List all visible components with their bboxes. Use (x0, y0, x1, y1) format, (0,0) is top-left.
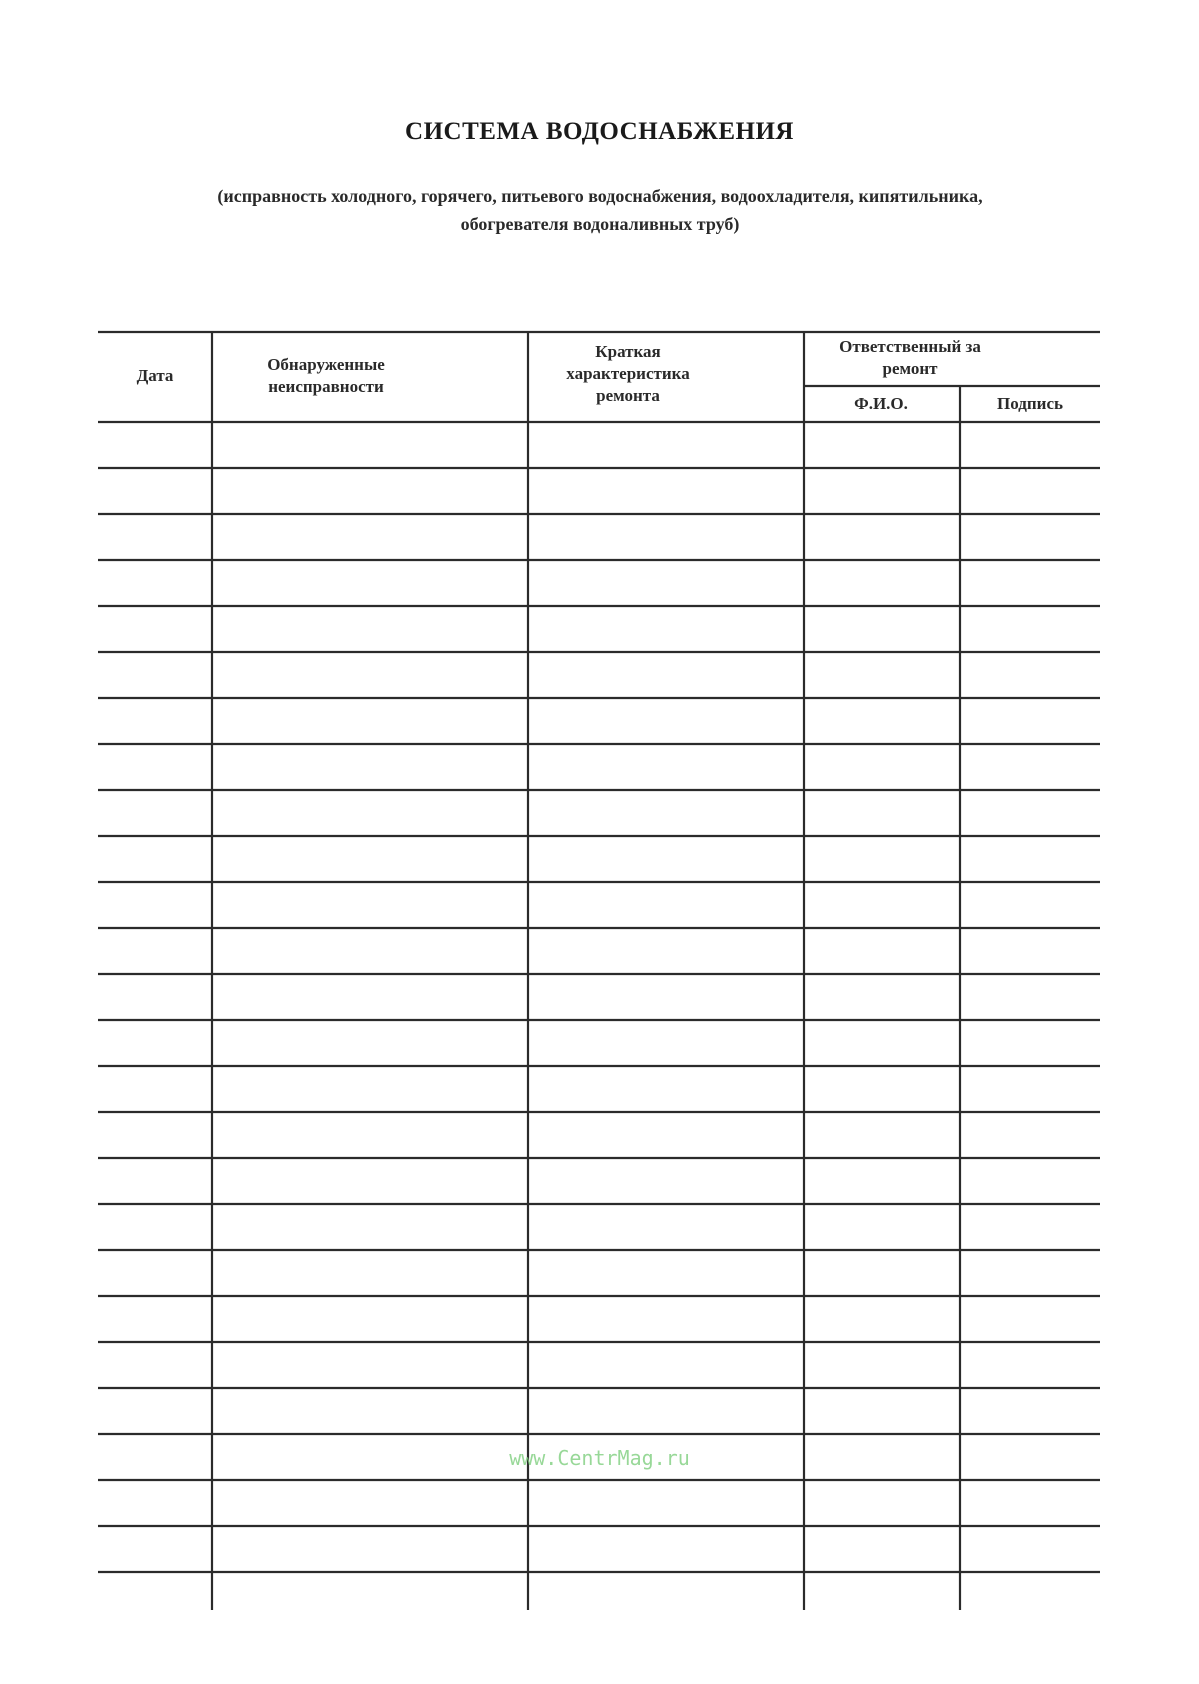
table-body (98, 422, 1100, 1572)
table-row (98, 928, 1100, 974)
subtitle-line-2: обогревателя водоналивных труб) (460, 214, 740, 234)
table-row (98, 1480, 1100, 1526)
table-row (98, 1066, 1100, 1112)
table-row (98, 560, 1100, 606)
page-title: СИСТЕМА ВОДОСНАБЖЕНИЯ (405, 118, 794, 145)
header-repair: Краткая характеристика ремонта (566, 342, 690, 405)
table-row (98, 836, 1100, 882)
table-row (98, 606, 1100, 652)
table-row (98, 514, 1100, 560)
table-row (98, 790, 1100, 836)
watermark: www.CentrMag.ru (509, 1446, 690, 1470)
table-row (98, 744, 1100, 790)
page-subtitle (110, 182, 1090, 238)
table-row (98, 1296, 1100, 1342)
table-row (98, 1158, 1100, 1204)
table-row (98, 1388, 1100, 1434)
subtitle-line-1: (исправность холодного, горячего, питьевого водоснабжения, водоохладителя, кипятильника, (217, 186, 983, 206)
log-table (98, 330, 1100, 1610)
table-row (98, 974, 1100, 1020)
table-row (98, 652, 1100, 698)
header-date: Дата (136, 366, 174, 385)
header-defects: Обнаруженные неисправности (267, 355, 385, 396)
header-name: Ф.И.О. (854, 394, 908, 413)
table-row (98, 1112, 1100, 1158)
header-responsible: Ответственный за ремонт (839, 337, 981, 378)
table-row (98, 1526, 1100, 1572)
table-row (98, 1020, 1100, 1066)
table-row (98, 1342, 1100, 1388)
table-row (98, 698, 1100, 744)
table-row (98, 422, 1100, 468)
table-row (98, 468, 1100, 514)
table-row (98, 882, 1100, 928)
header-signature: Подпись (997, 394, 1063, 413)
table-row (98, 1204, 1100, 1250)
table-row (98, 1250, 1100, 1296)
